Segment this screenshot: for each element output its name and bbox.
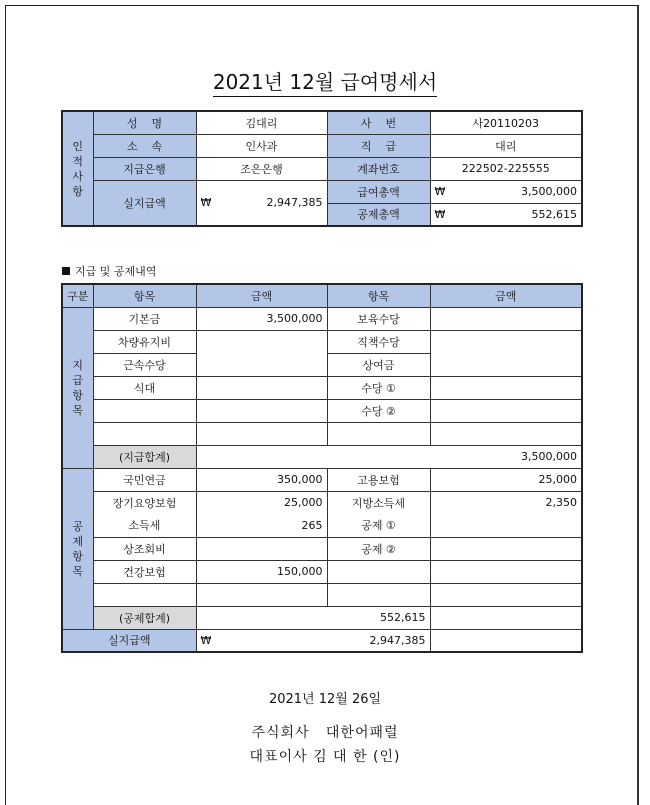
- net-pay-label: 실지급액: [93, 180, 196, 226]
- deduct-total-row: [62, 606, 582, 629]
- deduct-item-2: [327, 560, 430, 583]
- header-item-2: 항목: [327, 284, 430, 307]
- deduct-total-cell: [430, 203, 582, 226]
- pay-amount-2: [430, 307, 582, 330]
- net-pay-cell: [196, 180, 327, 226]
- rank-value: 대리: [430, 134, 582, 157]
- table-row: [62, 330, 582, 353]
- header-category: 구분: [62, 284, 93, 307]
- table-row: [62, 376, 582, 399]
- pay-item: 차량유지비: [93, 330, 196, 353]
- pay-item-2: 직책수당: [327, 330, 430, 353]
- pay-item: [93, 399, 196, 422]
- deduct-amount-2: 2,350: [430, 491, 582, 514]
- deduct-item-2: 고용보험: [327, 468, 430, 491]
- header-item: 항목: [93, 284, 196, 307]
- pay-amount: 3,500,000: [196, 307, 327, 330]
- deduct-item: 소득세: [93, 514, 196, 537]
- deduct-amount: 25,000: [196, 491, 327, 514]
- table-row: [62, 514, 582, 537]
- table-header-row: [62, 284, 582, 307]
- pay-amount-2: [430, 399, 582, 422]
- deduct-amount-2: [430, 560, 582, 583]
- pay-amount: [196, 376, 327, 399]
- net-pay-label: 실지급액: [62, 629, 196, 652]
- pay-item-2: 상여금: [327, 353, 430, 376]
- empty-cell: [430, 629, 582, 652]
- pay-item: 근속수당: [93, 353, 196, 376]
- square-bullet-icon: [62, 267, 70, 275]
- deduct-amount: 350,000: [196, 468, 327, 491]
- gross-cell: [430, 180, 582, 203]
- pay-item: 식대: [93, 376, 196, 399]
- emp-no-value: 사20110203: [430, 111, 582, 134]
- deduct-item-2: 공제 ②: [327, 537, 430, 560]
- empty-cell: [430, 606, 582, 629]
- deduct-amount-2: [430, 583, 582, 606]
- pay-item-2: [327, 422, 430, 445]
- table-row: [62, 537, 582, 560]
- table-row: [62, 399, 582, 422]
- deduct-total-value: 552,615: [196, 606, 430, 629]
- pay-amount: [196, 399, 327, 422]
- table-row: [62, 468, 582, 491]
- deduct-amount: [196, 583, 327, 606]
- details-section-label: 지급 및 공제내역: [62, 263, 156, 279]
- deduct-amount: 150,000: [196, 560, 327, 583]
- personal-section-label: 인적사항: [62, 111, 93, 226]
- pay-amount-2: [430, 376, 582, 399]
- pay-item-2: 수당 ②: [327, 399, 430, 422]
- deduct-amount-2: 25,000: [430, 468, 582, 491]
- dept-value: 인사과: [196, 134, 327, 157]
- pay-amount: [196, 422, 327, 445]
- deduct-item: 장기요양보험: [93, 491, 196, 514]
- pay-total-value: 3,500,000: [196, 445, 582, 468]
- name-label: 성 명: [93, 111, 196, 134]
- deduct-item-2: [327, 583, 430, 606]
- company-name: 주식회사 대한어패럴: [251, 725, 399, 741]
- name-value: 김대리: [196, 111, 327, 134]
- deduct-item: 국민연금: [93, 468, 196, 491]
- pay-amount-2: [430, 353, 582, 376]
- bank-value: 조은은행: [196, 157, 327, 180]
- personal-info-table: [61, 110, 583, 227]
- pay-amount: [196, 330, 327, 353]
- pay-amount-2: [430, 330, 582, 353]
- deduct-total-label: (공제합계): [93, 606, 196, 629]
- emp-no-label: 사 번: [327, 111, 430, 134]
- won-sign: ₩: [200, 196, 212, 210]
- deduct-amount: 265: [196, 514, 327, 537]
- table-row: [62, 307, 582, 330]
- pay-item: [93, 422, 196, 445]
- pay-item-2: 보육수당: [327, 307, 430, 330]
- pay-item-2: 수당 ①: [327, 376, 430, 399]
- document-title: 2021년 12월 급여명세서: [0, 66, 650, 95]
- details-table: [61, 283, 583, 653]
- net-pay-row: [62, 629, 582, 652]
- pay-amount: [196, 353, 327, 376]
- account-value: 222502-225555: [430, 157, 582, 180]
- pay-item: 기본금: [93, 307, 196, 330]
- net-pay-cell: [196, 629, 430, 652]
- header-amount: 금액: [196, 284, 327, 307]
- gross-label: 급여총액: [327, 180, 430, 203]
- deduct-total-value: 552,615: [531, 207, 577, 221]
- table-row: [62, 353, 582, 376]
- header-amount-2: 금액: [430, 284, 582, 307]
- deduct-section-label: 공제항목: [62, 468, 93, 629]
- deduct-item-2: 공제 ①: [327, 514, 430, 537]
- deduct-amount: [196, 537, 327, 560]
- pay-total-row: [62, 445, 582, 468]
- table-row: [62, 583, 582, 606]
- dept-label: 소 속: [93, 134, 196, 157]
- deduct-amount-2: [430, 537, 582, 560]
- deduct-amount-2: [430, 514, 582, 537]
- deduct-item: 상조회비: [93, 537, 196, 560]
- deduct-item: 건강보험: [93, 560, 196, 583]
- account-label: 계좌번호: [327, 157, 430, 180]
- net-pay-value: 2,947,385: [369, 633, 426, 647]
- net-pay-value: 2,947,385: [266, 196, 323, 210]
- pay-section-label: 지급항목: [62, 307, 93, 468]
- rank-label: 직 급: [327, 134, 430, 157]
- gross-value: 3,500,000: [521, 185, 577, 198]
- ceo-signature: 대표이사 김 대 한 (인): [249, 749, 401, 765]
- table-row: [62, 491, 582, 514]
- bank-label: 지급은행: [93, 157, 196, 180]
- deduct-total-label: 공제총액: [327, 203, 430, 226]
- deduct-item: [93, 583, 196, 606]
- deduct-item-2: 지방소득세: [327, 491, 430, 514]
- table-row: [62, 422, 582, 445]
- won-sign: ₩: [434, 207, 446, 221]
- won-sign: ₩: [200, 633, 212, 647]
- issue-date: 2021년 12월 26일: [268, 692, 382, 707]
- table-row: [62, 560, 582, 583]
- pay-amount-2: [430, 422, 582, 445]
- won-sign: ₩: [434, 185, 446, 198]
- pay-total-label: (지급합계): [93, 445, 196, 468]
